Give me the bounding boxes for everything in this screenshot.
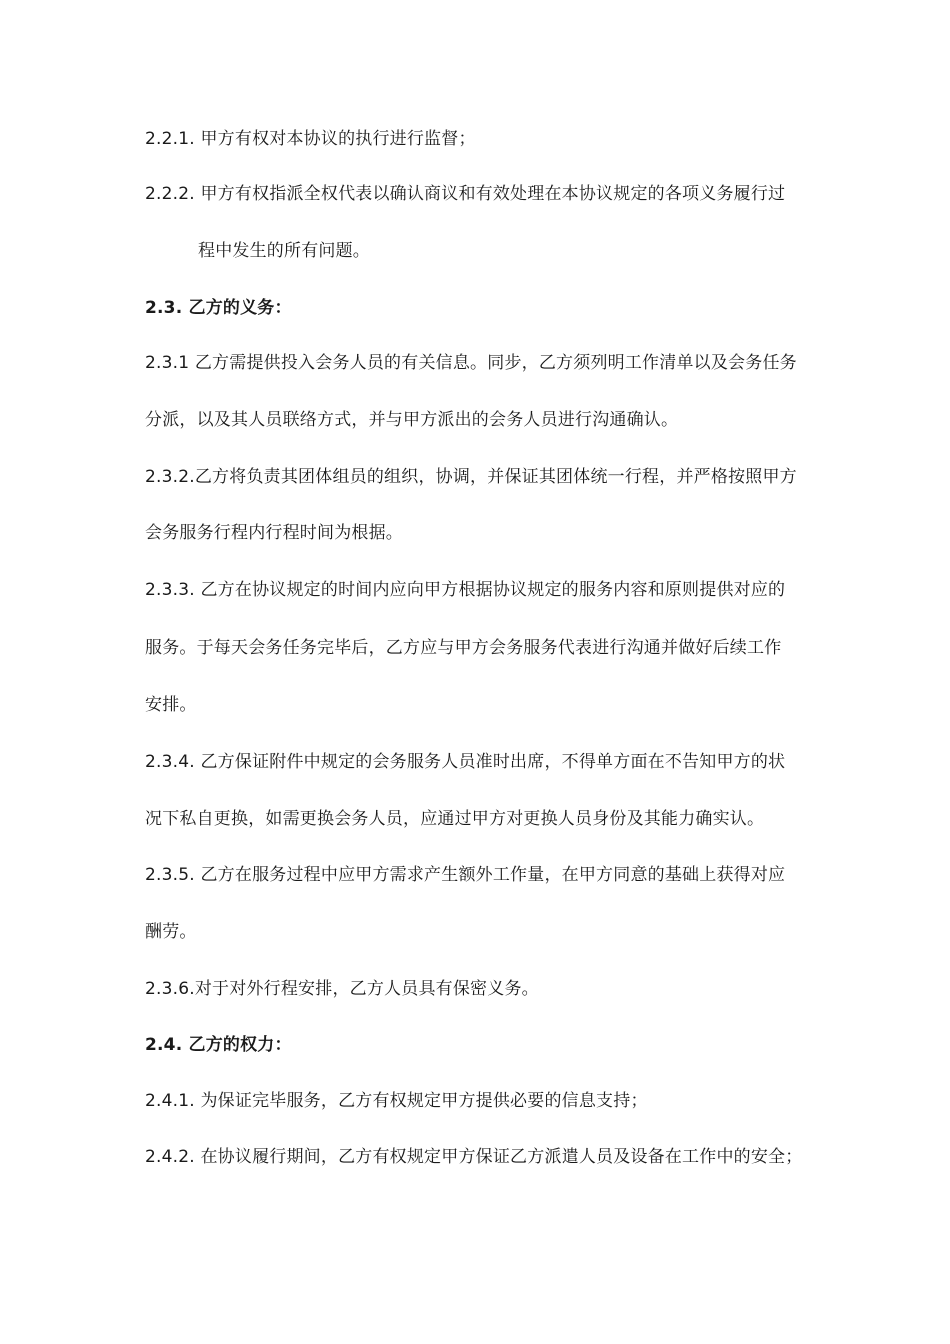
clause-2-2-1: 2.2.1. 甲方有权对本协议的执行进行监督； [145,129,476,149]
section-heading-2-4: 2.4. 乙方的权力： [145,1035,292,1055]
clause-2-3-4: 2.3.4. 乙方保证附件中规定的会务服务人员准时出席，不得单方面在不告知甲方的状 [145,752,786,772]
clause-2-3-2-continued: 会务服务行程内行程时间为根据。 [145,523,403,543]
clause-2-3-6: 2.3.6.对于对外行程安排，乙方人员具有保密义务。 [145,979,539,999]
section-heading-2-3: 2.3. 乙方的义务： [145,298,292,318]
clause-2-3-5-continued: 酬劳。 [145,922,197,942]
clause-2-4-1: 2.4.1. 为保证完毕服务，乙方有权规定甲方提供必要的信息支持； [145,1091,648,1111]
clause-2-3-3-end: 安排。 [145,695,197,715]
clause-2-3-3: 2.3.3. 乙方在协议规定的时间内应向甲方根据协议规定的服务内容和原则提供对应的 [145,580,786,600]
clause-2-3-1-continued: 分派，以及其人员联络方式，并与甲方派出的会务人员进行沟通确认。 [145,410,679,430]
clause-2-4-2: 2.4.2. 在协议履行期间，乙方有权规定甲方保证乙方派遣人员及设备在工作中的安全； [145,1147,803,1167]
clause-2-3-3-continued: 服务。于每天会务任务完毕后，乙方应与甲方会务服务代表进行沟通并做好后续工作 [145,638,782,658]
clause-2-3-5: 2.3.5. 乙方在服务过程中应甲方需求产生额外工作量，在甲方同意的基础上获得对应 [145,865,786,885]
clause-2-2-2: 2.2.2. 甲方有权指派全权代表以确认商议和有效处理在本协议规定的各项义务履行过 [145,184,786,204]
clause-2-3-1: 2.3.1 乙方需提供投入会务人员的有关信息。同步，乙方须列明工作清单以及会务任务 [145,353,797,373]
clause-2-3-4-continued: 况下私自更换，如需更换会务人员，应通过甲方对更换人员身份及其能力确实认。 [145,809,765,829]
clause-2-3-2: 2.3.2.乙方将负责其团体组员的组织，协调，并保证其团体统一行程，并严格按照甲方 [145,467,797,487]
clause-2-2-2-continued: 程中发生的所有问题。 [198,241,370,261]
